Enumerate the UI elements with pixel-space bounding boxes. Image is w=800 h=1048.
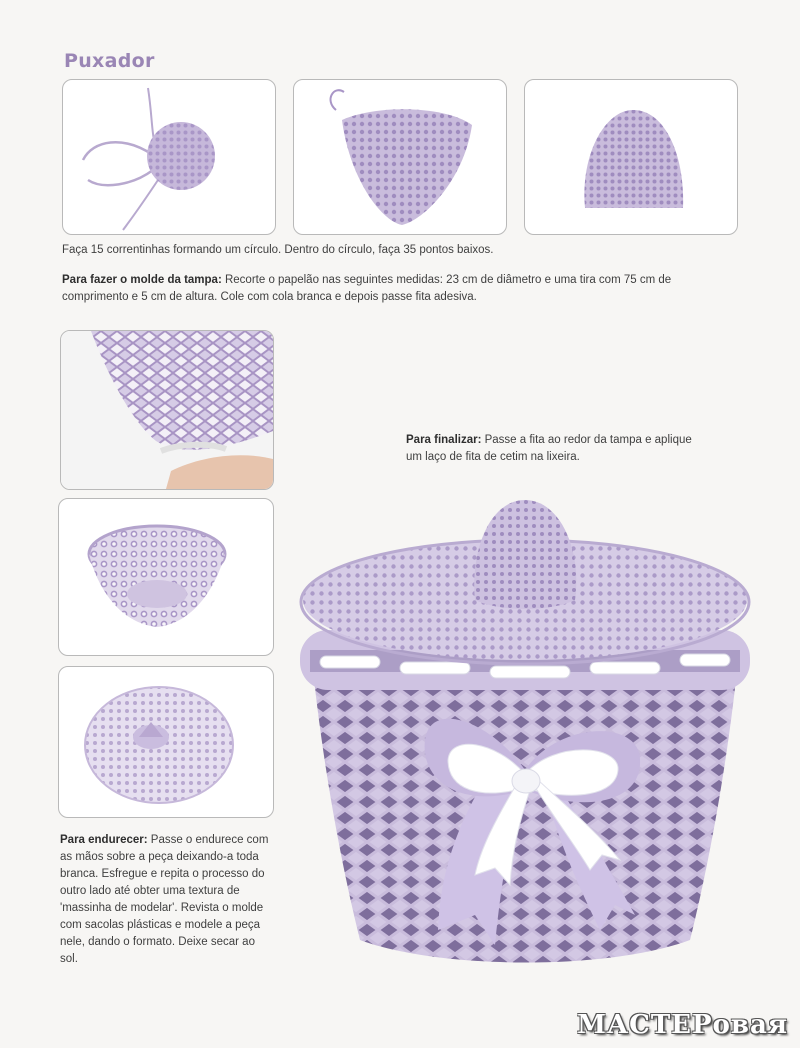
finalizar-label: Para finalizar: xyxy=(406,434,482,446)
basket-photo xyxy=(290,490,770,990)
molde-caption xyxy=(62,272,738,306)
section-title: Puxador xyxy=(64,50,155,72)
photo-cone-piece xyxy=(293,79,507,235)
molde-label: Para fazer o molde da tampa: xyxy=(62,274,222,286)
photo-ball-knob xyxy=(524,79,738,235)
photo-chain-circle xyxy=(62,79,276,235)
photo-bowl-inside xyxy=(58,498,274,656)
endurecer-label: Para endurecer: xyxy=(60,834,148,846)
molde-text: Recorte o papelão nas seguintes medidas: 23 cm de diâmetro e uma tira com 75 cm de comprimento e 5 cm de altura. Cole com cola branca e depois passe fita adesiva. xyxy=(62,274,672,303)
step1-caption: Faça 15 correntinhas formando um círculo. Dentro do círculo, faça 35 pontos baixos. xyxy=(62,244,494,256)
endurecer-text: Passe o endurece com as mãos sobre a peça deixando-a toda branca. Esfregue e repita o processo do outro lado até obter uma textura de 'massinha de modelar'. Revista o molde com sacolas plásticas e modele a peça nele, dando o formato. Deixe secar ao sol. xyxy=(60,834,269,965)
watermark-logo: МАСТЕРовая xyxy=(577,1010,788,1040)
photo-lid-disc xyxy=(58,666,274,818)
finalizar-caption xyxy=(406,432,696,466)
finalizar-text: Passe a fita ao redor da tampa e aplique um laço de fita de cetim na lixeira. xyxy=(406,434,692,463)
photo-mesh-on-mold xyxy=(60,330,274,490)
endurecer-caption xyxy=(60,832,272,968)
